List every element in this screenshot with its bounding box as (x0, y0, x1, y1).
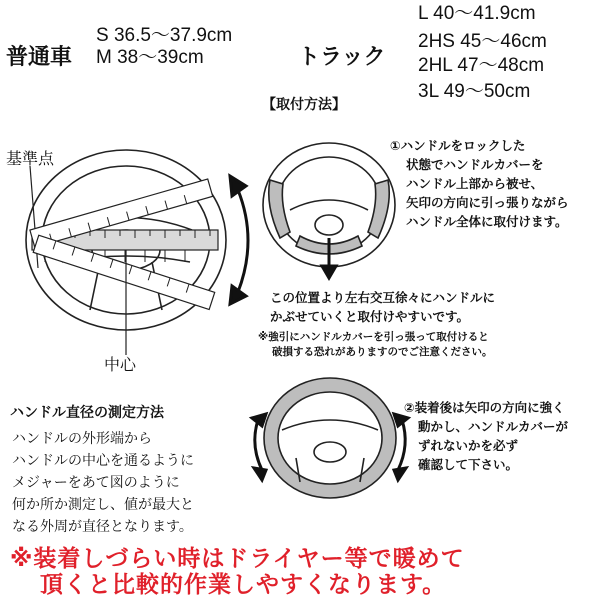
step1-line: ①ハンドルをロックした (390, 138, 526, 153)
rotate-arrow-icon (230, 176, 248, 304)
measure-line: ハンドルの外形端から (12, 431, 152, 447)
step1-line: 状態でハンドルカバーを (406, 157, 544, 172)
measure-body (12, 428, 194, 538)
truck-category-label: トラック (298, 45, 386, 70)
install-heading: 【取付方法】 (262, 97, 346, 113)
truck-size-2hl: 2HL 47～48cm (418, 55, 545, 76)
note-line: この位置より左右交互徐々にハンドルに (270, 290, 496, 305)
step2-line: ②装着後は矢印の方向に強く (404, 400, 565, 415)
step2-line: 動かし、ハンドルカバーが (418, 419, 569, 434)
measure-line: ハンドルの中心を通るように (12, 453, 194, 469)
install-wheel-2 (264, 378, 396, 498)
install-center-note (270, 288, 495, 326)
step2-line: ずれないかを必ず (418, 438, 519, 453)
center-label: 中心 (104, 355, 137, 374)
step1-line: 矢印の方向に引っ張りながら (406, 195, 569, 210)
car-size-m: M 38～39cm (96, 47, 204, 68)
step2-line: 確認して下さい。 (418, 457, 519, 472)
install-step-1 (390, 136, 569, 231)
truck-size-2hs: 2HS 45～46cm (418, 31, 547, 52)
truck-size-l: L 40～41.9cm (418, 3, 536, 24)
footer-line-1: ※装着しづらい時はドライヤー等で暖めて (10, 546, 465, 572)
step1-line: ハンドル上部から被せ、 (406, 176, 544, 191)
warning-line: ※強引にハンドルカバーを引っ張って取付けると (258, 331, 489, 343)
car-category-label: 普通車 (6, 45, 73, 70)
note-line: かぶせていくと取付けやすいです。 (270, 309, 470, 324)
reference-point-label: 基準点 (6, 149, 55, 168)
measure-title: ハンドル直径の測定方法 (10, 405, 164, 421)
install-warning (258, 330, 493, 360)
footer-line-2: 頂くと比較的作業しやすくなります。 (40, 572, 447, 598)
truck-size-3l: 3L 49～50cm (418, 81, 531, 102)
car-size-s: S 36.5～37.9cm (96, 25, 233, 46)
measure-line: 何か所か測定し、値が最大と (12, 497, 194, 513)
install-step-2 (404, 398, 568, 474)
warning-line: 破損する恐れがありますのでご注意ください。 (272, 346, 493, 358)
measure-line: メジャーをあて図のように (12, 475, 180, 491)
step1-line: ハンドル全体に取付けます。 (406, 214, 568, 229)
measure-line: なる外周が直径となります。 (12, 519, 193, 535)
